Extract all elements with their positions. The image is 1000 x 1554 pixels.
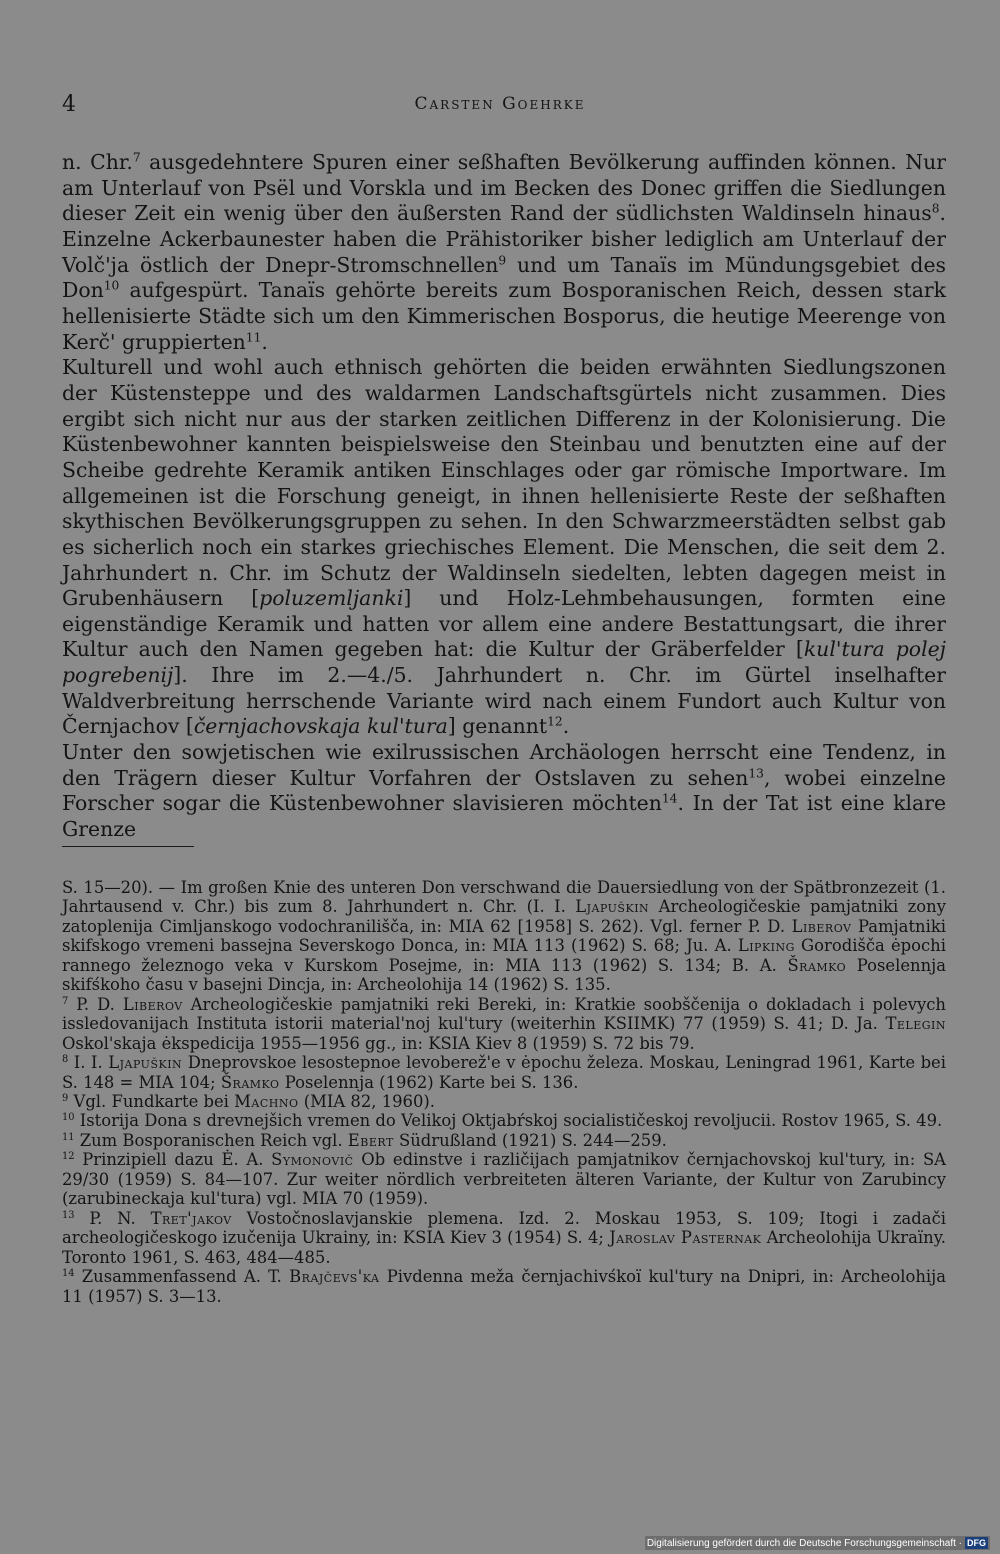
author-name: Lipking [737,936,795,956]
footnote-ref: 14 [62,1268,75,1280]
text-run: . [261,329,268,354]
text-run: ausgedehntere Spuren einer seßhaften Bevölkerung auffinden können. Nur am Unterlauf von Psël und Vorskla und im Becken des Donec griffen die Siedlungen dieser Zeit ein wenig über den äußersten Rand der südlichsten Waldinseln hinaus [62,150,946,226]
text-run: n. Chr. [62,150,133,174]
footnote [62,1131,946,1150]
page-header [0,92,1000,122]
italic-term: poluzemljanki [259,586,404,611]
footnote [62,878,946,995]
text-run: (MIA 82, 1960). [298,1091,436,1111]
text-run: Istorija Dona s drevnejšich vremen do Velikoj Oktjabŕskoj socialističeskoj revoljucii. Rostov 1965, S. 49. [74,1111,943,1131]
text-run: P. N. [74,1208,151,1228]
text-run: Südrußland (1921) S. 244—259. [393,1130,667,1150]
text-run: Pamjatniki skifskogo vremeni bassejna Severskogo Donca, in: MIA 113 (1962) S. 68; Ju. A. [62,916,947,956]
text-run: aufgespürt. Tanaïs gehörte bereits zum Bosporanischen Reich, dessen stark hellenisierte Städte sich um den Kimmerischen Bosporus, die heutige Meerenge von Kerč' gruppierten [62,278,946,354]
text-run: . [562,714,570,739]
author-name: Machno [234,1091,299,1111]
footnote-ref: 11 [245,330,262,345]
author-name: Liberov [791,916,852,936]
paragraph [62,355,946,740]
text-run: Oskol'skaja ėkspedicija 1955—1956 gg., in: KSIA Kiev 8 (1959) S. 72 bis 79. [62,1033,695,1053]
footnote-ref: 7 [62,995,69,1007]
page-number: 4 [62,92,76,117]
italic-term: černjachovskaja kul'tura [193,714,448,739]
footnote-ref: 13 [748,766,764,781]
dfg-logo: DFG [967,1538,986,1548]
footnote-rule [62,846,194,847]
author-name: Ljapuškin [575,897,650,917]
text-run: S. 15—20). — Im großen Knie des unteren Don verschwand die Dauersiedlung von der Spätbronzezeit (1. Jahrtausend v. Chr.) bis zum 8. Jahrhundert n. Chr. (I. I. [62,878,946,917]
text-run: I. I. [68,1053,109,1073]
footnote [62,1209,946,1267]
footnote [62,1150,946,1208]
paragraph [62,740,946,843]
footnote-ref: 9 [498,253,507,268]
footnote-ref: 9 [62,1093,69,1105]
text-run: Vgl. Fundkarte bei [68,1091,235,1111]
text-run: Archeolohija Ukraïny. Toronto 1961, S. 463, 484—485. [62,1228,946,1267]
footnote-ref: 11 [62,1132,75,1143]
author-name: Ljapuškin [108,1053,183,1073]
footnote-ref: 14 [661,792,678,807]
author-name: Tret'jakov [150,1208,232,1228]
text-run: Kulturell und wohl auch ethnisch gehörten die beiden erwähnten Siedlungszonen der Küstensteppe und des waldarmen Landschaftsgürtels nicht zusammen. Dies ergibt sich nicht nur aus der starken zeitlichen Differenz in der Kolonisierung. Die Küstenbewohner kannten beispielsweise den Steinbau und benutzten eine auf der Scheibe gedrehte Keramik antiken Einschlages oder gar römische Importware. Im allgemeinen ist die Forschung geneigt, in ihnen hellenisierte Reste der seßhaften skythischen Bevölkerungsgruppen zu sehen. In den Schwarzmeerstädten selbst gab es sicherlich noch ein starkes griechisches Element. Die Menschen, die seit dem 2. Jahrhundert n. Chr. im Schutz der Waldinseln siedelten, lebten dagegen meist in Grubenhäusern [ [62,355,946,611]
text-run: Gorodišča ėpochi rannego železnogo veka v Kurskom Posejme, in: MIA 113 (1962) S. 134; B. A. [62,936,946,975]
text-run: Prinzipiell dazu Ė. A. [74,1150,272,1170]
footnote-ref: 10 [103,278,120,293]
digitization-credit [645,1536,990,1550]
footnote [62,1267,946,1306]
author-name: Telegin [885,1014,946,1034]
footnote-ref: 7 [132,150,141,165]
text-run: P. D. [68,994,123,1014]
footnote-ref: 12 [547,715,563,730]
footnote [62,995,946,1053]
footnote-ref: 8 [931,201,940,216]
text-run: ]. Ihre im 2.—4./5. Jahrhundert n. Chr. im Gürtel inselhafter Waldverbreitung herrschende Variante wird nach einem Fundort auch Kultur von Černjachov [ [62,663,946,739]
author-name: Ebert [347,1130,394,1150]
text-run: Archeologičeskie pamjatniki zony zatoplenija Cimljanskogo vodochranilišča, in: MIA 62 [1958] S. 262). Vgl. ferner P. D. [62,897,946,936]
paragraph [62,150,946,355]
text-run: Archeologičeskie pamjatniki reki Bereki, in: Kratkie soobščenija o dokladach i polevych issledovanijach Instituta istorii material'noj kul'tury (weiterhin KSIIMK) 77 (1959) S. 41; D. Ja. [62,994,946,1034]
main-text [62,150,946,843]
author-name: Jaroslav Pasternak [609,1228,762,1248]
text-run: . Einzelne Ackerbaunester haben die Prähistoriker bisher lediglich am Unterlauf der Volč'ja östlich der Dnepr-Stromschnellen [62,201,946,277]
text-run: Poselennja skifśkoho času v basejni Dincja, in: Archeolohija 14 (1962) S. 135. [62,955,947,995]
footnote [62,1053,946,1092]
author-name: Liberov [122,994,183,1014]
footnote [62,1111,946,1130]
author-name: Symonovič [271,1150,354,1170]
text-run: Zum Bosporanischen Reich vgl. [74,1130,348,1150]
text-run: und um Tanaïs im Mündungsgebiet des Don [62,252,947,303]
text-run: Zusammenfassend A. T. [74,1267,290,1287]
footnote-ref: 13 [62,1209,75,1221]
text-run: Pivdenna meža černjachivśkoï kul'tury na Dnipri, in: Archeolohija 11 (1957) S. 3—13. [62,1267,946,1306]
footnote [62,1092,946,1111]
text-run: Ob edinstve i različijach pamjatnikov černjachovskoj kul'tury, in: SA 29/30 (1959) S. 84—107. Zur weiter nördlich verbreiteten älteren Variante, der Kultur von Zarubincy (zarubineckaja kul'tura) vgl. MIA 70 (1959). [62,1150,947,1209]
footnote-ref: 12 [62,1151,75,1163]
author-name: Šramko [220,1072,280,1092]
text-run: Unter den sowjetischen wie exilrussischen Archäologen herrscht eine Tendenz, in den Trägern dieser Kultur Vorfahren der Ostslaven zu sehen [62,740,946,790]
text-run: Dneprovskoe lesostepnoe levoberež'e v ėpochu železa. Moskau, Leningrad 1961, Karte bei S. 148 = MIA 104; [62,1053,947,1092]
text-run: Poselennja (1962) Karte bei S. 136. [279,1072,579,1092]
footnote-ref: 8 [62,1054,69,1066]
footnotes [62,878,946,1306]
italic-term: kul'tura polej pogrebenij [62,637,946,688]
text-run: ] genannt [447,714,548,739]
credit-text: Digitalisierung gefördert durch die Deutsche Forschungsgemeinschaft · [646,1537,962,1549]
running-head: Carsten Goehrke [414,94,586,114]
footnote-ref: 10 [62,1112,75,1124]
text-run: Vostočnoslavjanskie plemena. Izd. 2. Moskau 1953, S. 109; Itogi i zadači archeologičeskogo izučenija Ukrainy, in: KSIA Kiev 3 (1954) S. 4; [62,1208,946,1248]
text-run: ] und Holz-Lehmbehausungen, formten eine eigenständige Keramik und hatten vor allem eine andere Bestattungsart, die ihrer Kultur auch den Namen gegeben hat: die Kultur der Gräberfelder [ [62,586,946,662]
author-name: Šramko [787,955,847,975]
text-run: , wobei einzelne Forscher sogar die Küstenbewohner slavisieren möchten [62,765,946,816]
text-run: . In der Tat ist eine klare Grenze [62,791,947,842]
author-name: Brajčevs'ka [289,1267,380,1287]
